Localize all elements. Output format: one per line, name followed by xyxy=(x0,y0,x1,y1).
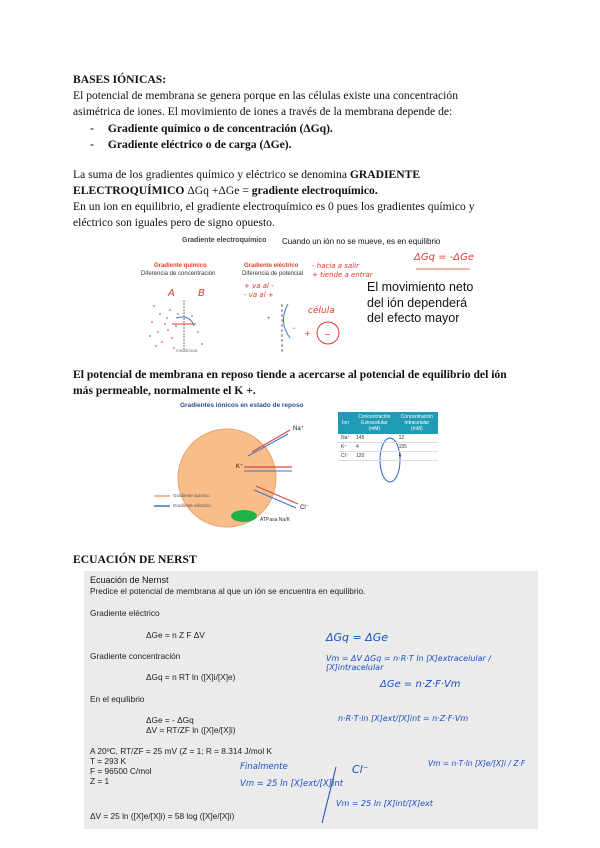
equation: ΔV = RT/ZF ln ([X]e/[X]i) xyxy=(146,725,236,735)
paragraph-line: más permeable, normalmente el K +. xyxy=(73,384,256,397)
caption-line: del efecto mayor xyxy=(367,311,460,325)
label-en-el-equilibrio: En el equilibrio xyxy=(90,694,145,704)
handwritten-note: ΔGe = n·Z·F·Vm xyxy=(380,679,461,690)
constant-line: Z = 1 xyxy=(90,776,110,786)
table-cell: 155 xyxy=(396,443,438,452)
handwritten-note: ΔGq = ΔGe xyxy=(326,631,389,644)
caption-line: del ión dependerá xyxy=(367,295,468,310)
figure-caption xyxy=(367,280,473,327)
table-header-cell: Concentración Intracelular (mM) xyxy=(396,412,438,434)
legend-label: Gradiente químico xyxy=(173,493,210,498)
final-equation: ΔV = 25 ln ([X]e/[X]i) = 58 log ([X]e/[X]i) xyxy=(90,811,235,821)
text-span-bold: gradiente electroquímico. xyxy=(251,184,378,197)
equation: ΔGq = n RT ln ([X]i/[X]e) xyxy=(146,672,236,682)
table-header-row xyxy=(338,412,438,434)
caption-line: El movimiento neto xyxy=(367,280,474,294)
arrow-curve xyxy=(176,317,194,326)
table-header-cell: Ion xyxy=(338,412,353,434)
figure-gradientes-ionicos xyxy=(148,400,448,532)
cell-body xyxy=(178,429,276,527)
constant-line: F = 96500 C/mol xyxy=(90,766,152,776)
paragraph-line: El potencial de membrana se genera porque en las células existe una concentración xyxy=(73,89,458,102)
table-cell: Na⁺ xyxy=(338,434,353,443)
handwritten-note: Vm = ΔV ΔGq = n·R·T ln [X]extracelular / [X]intracelular xyxy=(326,654,492,672)
handwritten-letter-a: A xyxy=(168,288,175,299)
table-cell: Cl⁻ xyxy=(338,452,353,461)
plus-sign: + xyxy=(304,329,311,338)
minus-sign: − xyxy=(292,326,296,332)
list-item xyxy=(90,137,292,153)
figure-title: Gradiente electroquímico xyxy=(182,237,267,244)
handwritten-strokes xyxy=(84,571,538,829)
paragraph-line xyxy=(73,167,420,183)
table-cell: 145 xyxy=(353,434,396,443)
text-span: ΔGq +ΔGe = xyxy=(187,184,252,197)
handwritten-note: - hacia a salir xyxy=(312,262,360,270)
table-row xyxy=(338,452,438,461)
constant-line: A 20ºC, RT/ZF = 25 mV (Z = 1; R = 8.314 J/mol K xyxy=(90,746,273,756)
bullet-text: Gradiente químico o de concentración (ΔGq). xyxy=(107,122,333,135)
paragraph-line: El potencial de membrana en reposo tiende a acercarse al potencial de equilibrio del ión xyxy=(73,368,507,381)
handwritten-note: + va al - xyxy=(244,282,274,290)
handwritten-note: Vm = n·T·ln [X]e/[X]i / Z·F xyxy=(428,759,526,768)
handwritten-note: Vm = 25 ln [X]ext/[X]int xyxy=(240,779,344,789)
atpase-pump xyxy=(231,510,257,522)
ion-label-cl: Cl⁻ xyxy=(300,505,309,511)
minus-sign: − xyxy=(324,330,331,339)
handwritten-note: Vm = 25 ln [X]int/[X]ext xyxy=(336,799,433,808)
table-row xyxy=(338,434,438,443)
label-gradiente-concentracion: Gradiente concentración xyxy=(90,651,181,661)
label-diferencia-concentracion: Diferencia de concentración xyxy=(141,271,216,277)
constant-line: T = 293 K xyxy=(90,756,127,766)
box-subtitle: Predice el potencial de membrana al que un ión se encuentra en equilibrio. xyxy=(90,586,366,596)
handwritten-slash xyxy=(322,767,336,823)
table-cell: 12 xyxy=(396,434,438,443)
bullet-dash: - xyxy=(90,138,94,151)
ion-label-k: K⁺ xyxy=(236,464,244,470)
bullet-text: Gradiente eléctrico o de carga (ΔGe). xyxy=(107,138,292,151)
nernst-box xyxy=(84,571,538,829)
table-cell: 4 xyxy=(353,443,396,452)
legend-label: Gradiente eléctrico xyxy=(173,503,211,508)
figure-subtitle: Cuando un ión no se mueve, es en equilibrio xyxy=(282,237,441,246)
handwritten-cell-label: célula xyxy=(308,306,335,316)
figure-title: Gradientes iónicos en estado de reposo xyxy=(180,402,304,409)
bullet-dash: - xyxy=(90,122,94,135)
handwritten-note: + tiende a entrar xyxy=(312,271,373,279)
equation: ΔGe = - ΔGq xyxy=(146,715,194,725)
paragraph-line: eléctrico son iguales pero de signo opuesto. xyxy=(73,216,275,229)
section-title-ecuacion-nerst: ECUACIÓN DE NERST xyxy=(73,553,197,566)
particle-cloud xyxy=(149,305,203,349)
table-cell: 4 xyxy=(396,452,438,461)
table-header-cell: Concentración Extracelular (mM) xyxy=(353,412,396,434)
plus-sign: + xyxy=(267,316,271,322)
figure-gradiente-electroquimico xyxy=(132,234,502,362)
table-row xyxy=(338,443,438,452)
atpase-label: ATPasa Na/K xyxy=(260,517,290,523)
table-cell: 120 xyxy=(353,452,396,461)
table-cell: K⁺ xyxy=(338,443,353,452)
handwritten-letter-b: B xyxy=(198,288,205,299)
handwritten-note: Cl⁻ xyxy=(352,763,369,776)
paragraph-line: En un ion en equilibrio, el gradiente electroquímico es 0 pues los gradientes químico y xyxy=(73,200,475,213)
list-item xyxy=(90,121,333,137)
handwritten-equation: ΔGq = -ΔGe xyxy=(414,252,475,263)
equation: ΔGe = n Z F ΔV xyxy=(146,630,205,640)
label-gradiente-electrico: Gradiente eléctrico xyxy=(90,608,160,618)
label-diferencia-potencial: Diferencia de potencial xyxy=(242,271,304,277)
text-span: La suma de los gradientes químico y eléctrico se denomina xyxy=(73,168,350,181)
handwritten-note: - va al + xyxy=(244,291,274,299)
handwritten-note: n·R·T·ln [X]ext/[X]int = n·Z·F·Vm xyxy=(338,714,469,723)
text-span-bold: GRADIENTE xyxy=(349,168,421,181)
arrow-curve xyxy=(283,304,290,338)
box-title: Ecuación de Nernst xyxy=(90,575,169,585)
section-title-bases-ionicas: BASES IÓNICAS: xyxy=(73,73,167,86)
label-gradiente-electrico: Gradiente eléctrico xyxy=(244,263,299,269)
handwritten-note: Finalmente xyxy=(240,762,288,772)
paragraph-line: asimétrica de iones. El movimiento de iones a través de la membrana depende de: xyxy=(73,105,453,118)
paragraph-line xyxy=(73,183,378,199)
ion-concentration-table xyxy=(338,412,438,461)
label-gradiente-quimico: Gradiente químico xyxy=(154,263,207,269)
ion-label-na: Na⁺ xyxy=(293,426,304,432)
text-span-bold: ELECTROQUÍMICO xyxy=(73,184,188,197)
membrana-label: membrana xyxy=(176,348,198,353)
